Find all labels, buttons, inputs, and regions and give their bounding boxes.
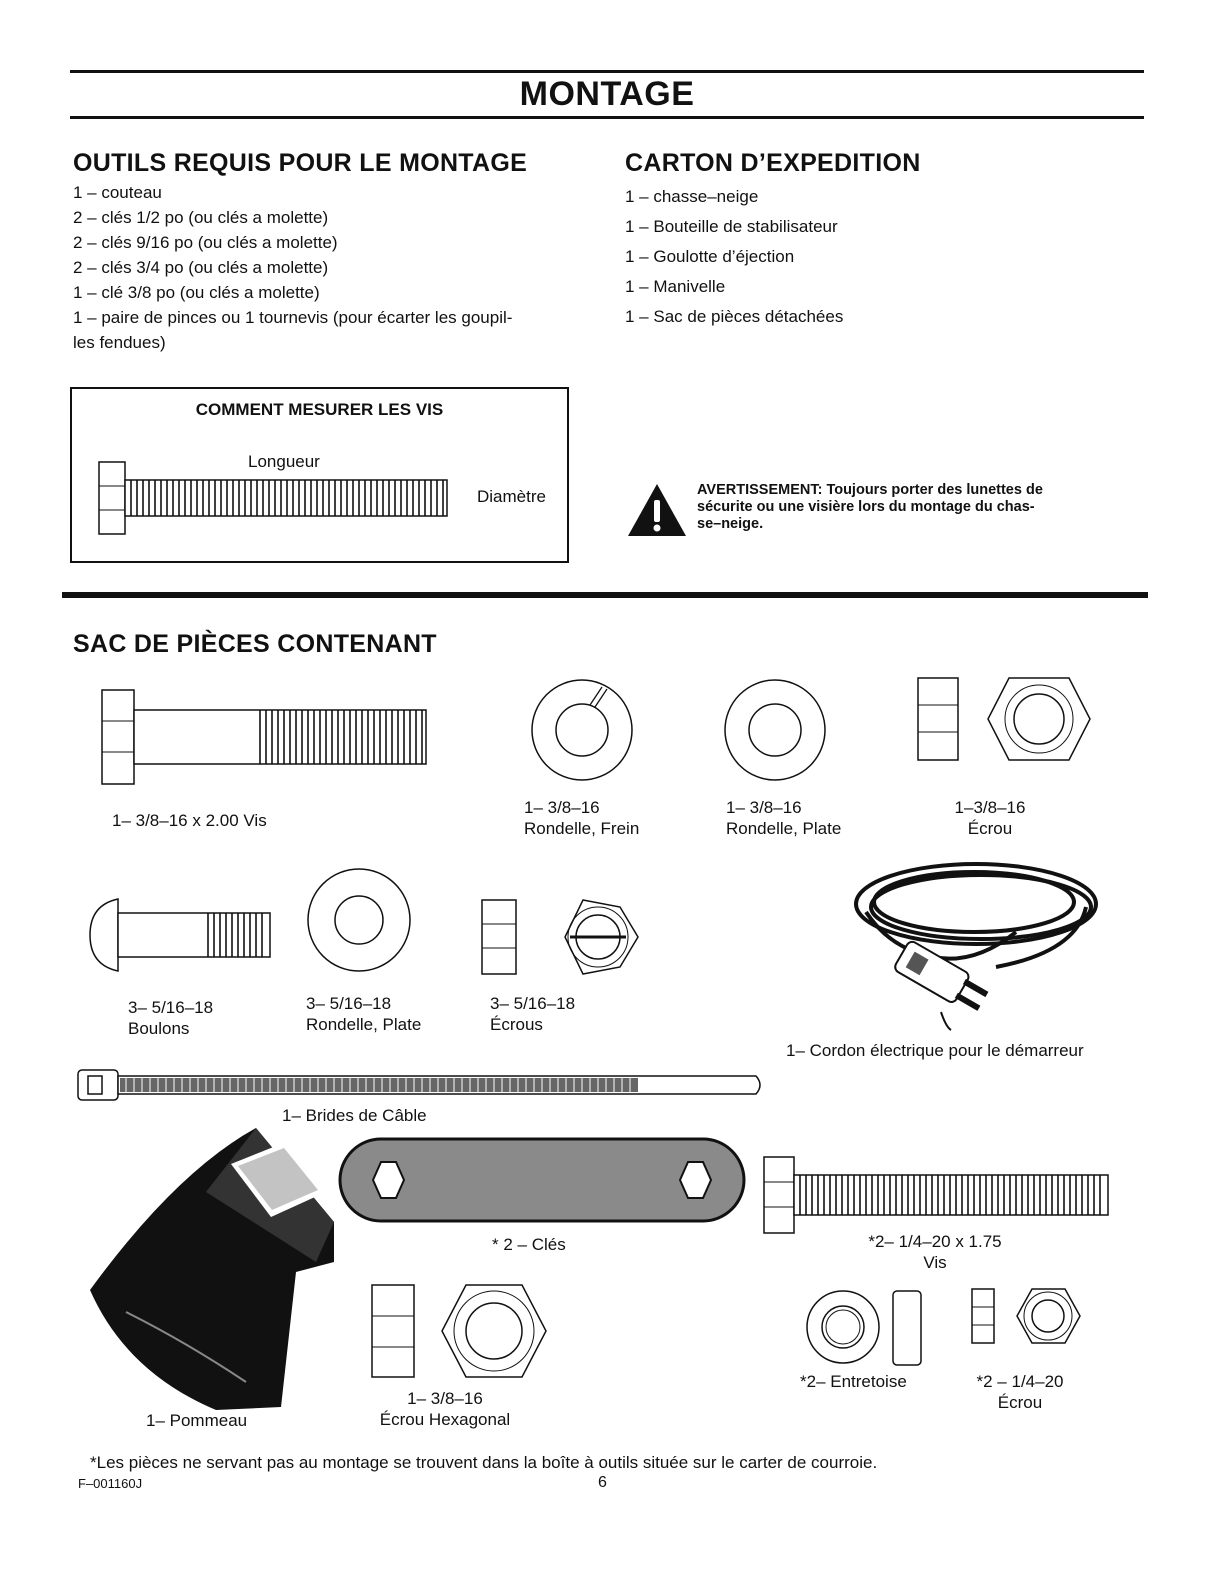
caption-line: Vis (923, 1253, 947, 1272)
caption-line: Boulons (128, 1019, 190, 1038)
warning-text (697, 482, 1043, 533)
hex-nut-caption (350, 1388, 540, 1430)
lock-washer-caption (512, 797, 672, 839)
tools-item: 2 – clés 1/2 po (ou clés a molette) (73, 208, 329, 227)
knob-icon (86, 1122, 336, 1412)
spacer-caption: *2– Entretoise (800, 1372, 907, 1391)
carton-item: 1 – Bouteille de stabilisateur (625, 217, 838, 236)
top-rule (70, 70, 1144, 73)
carton-list (625, 182, 843, 332)
caption-line: 1– 3/8–16 (524, 798, 600, 817)
warning-line: AVERTISSEMENT: Toujours porter des lunettes de (697, 482, 1043, 498)
carton-item: 1 – chasse–neige (625, 187, 759, 206)
caption-line: Rondelle, Frein (524, 819, 640, 838)
document-code: F–001160J (78, 1476, 143, 1491)
lock-nut-caption (490, 993, 575, 1035)
bolt-small-icon (762, 1155, 1112, 1235)
warning-line: sécurite ou une visière lors du montage du chas- (697, 499, 1035, 515)
spacer-icon (805, 1287, 925, 1369)
tools-heading: OUTILS REQUIS POUR LE MONTAGE (73, 149, 528, 177)
small-washer-caption (306, 993, 421, 1035)
tools-item: 2 – clés 9/16 po (ou clés a molette) (73, 233, 338, 252)
cord-caption: 1– Cordon électrique pour le démarreur (786, 1041, 1084, 1060)
flat-washer-caption (726, 797, 841, 839)
nut-icon (916, 676, 1096, 766)
caption-line: Écrous (490, 1015, 543, 1034)
tools-item: 1 – clé 3/8 po (ou clés a molette) (73, 283, 320, 302)
cable-tie-caption: 1– Brides de Câble (282, 1106, 427, 1125)
warning-icon (626, 482, 688, 538)
caption-line: Écrou (997, 1393, 1043, 1412)
wrench-icon (338, 1135, 748, 1225)
caption-line: 3– 5/16–18 (306, 994, 392, 1013)
title-rule (70, 116, 1144, 119)
small-nut-icon (970, 1287, 1085, 1347)
carton-item: 1 – Manivelle (625, 277, 726, 296)
caption-line: *2 – 1/4–20 (976, 1372, 1064, 1391)
page-number: 6 (598, 1474, 607, 1491)
flat-washer-icon (720, 675, 830, 785)
caption-line: Rondelle, Plate (726, 819, 842, 838)
small-washer-icon (305, 866, 413, 974)
section-divider (62, 592, 1148, 598)
caption-line: 3– 5/16–18 (128, 998, 214, 1017)
tools-item: les fendues) (73, 333, 166, 352)
caption-line: 1– 3/8–16 (407, 1389, 483, 1408)
caption-line: 1– 3/8–16 (726, 798, 802, 817)
tools-item: 1 – paire de pinces ou 1 tournevis (pour écarter les goupil- (73, 308, 513, 327)
hex-nut-icon (370, 1283, 550, 1383)
bolt-icon (100, 688, 430, 788)
caption-line: Rondelle, Plate (306, 1015, 422, 1034)
caption-line: Écrou Hexagonal (379, 1410, 511, 1429)
caption-line: Écrou (967, 819, 1013, 838)
tools-item: 1 – couteau (73, 183, 162, 202)
measure-heading: COMMENT MESURER LES VIS (195, 400, 444, 419)
knob-caption: 1– Pommeau (146, 1411, 248, 1430)
carriage-bolt-caption (128, 997, 213, 1039)
length-label: Longueur (248, 452, 320, 471)
footnote: *Les pièces ne servant pas au montage se trouvent dans la boîte à outils située sur le carter de courroie. (90, 1453, 878, 1472)
page-title: MONTAGE (519, 75, 695, 113)
tools-list (73, 180, 512, 355)
electric-cord-icon (846, 852, 1106, 1032)
diameter-label: Diamètre (477, 487, 546, 506)
bag-heading: SAC DE PIÈCES CONTENANT (73, 630, 437, 658)
warning-line: se–neige. (697, 516, 764, 532)
bolt-small-caption (840, 1231, 1030, 1273)
measure-screw-icon (97, 460, 457, 540)
caption-line: 1–3/8–16 (954, 798, 1026, 817)
tools-item: 2 – clés 3/4 po (ou clés a molette) (73, 258, 329, 277)
bolt-caption: 1– 3/8–16 x 2.00 Vis (112, 811, 267, 830)
nut-caption (930, 797, 1050, 839)
carriage-bolt-icon (88, 895, 273, 975)
carton-item: 1 – Goulotte d’éjection (625, 247, 795, 266)
carton-item: 1 – Sac de pièces détachées (625, 307, 844, 326)
wrench-caption: * 2 – Clés (492, 1235, 566, 1254)
caption-line: 3– 5/16–18 (490, 994, 576, 1013)
carton-heading: CARTON D’EXPEDITION (625, 149, 921, 177)
caption-line: *2– 1/4–20 x 1.75 (868, 1232, 1002, 1251)
lock-nut-icon (480, 898, 640, 978)
lock-washer-icon (527, 675, 637, 785)
cable-tie-icon (76, 1068, 766, 1102)
small-nut-caption (955, 1371, 1085, 1413)
